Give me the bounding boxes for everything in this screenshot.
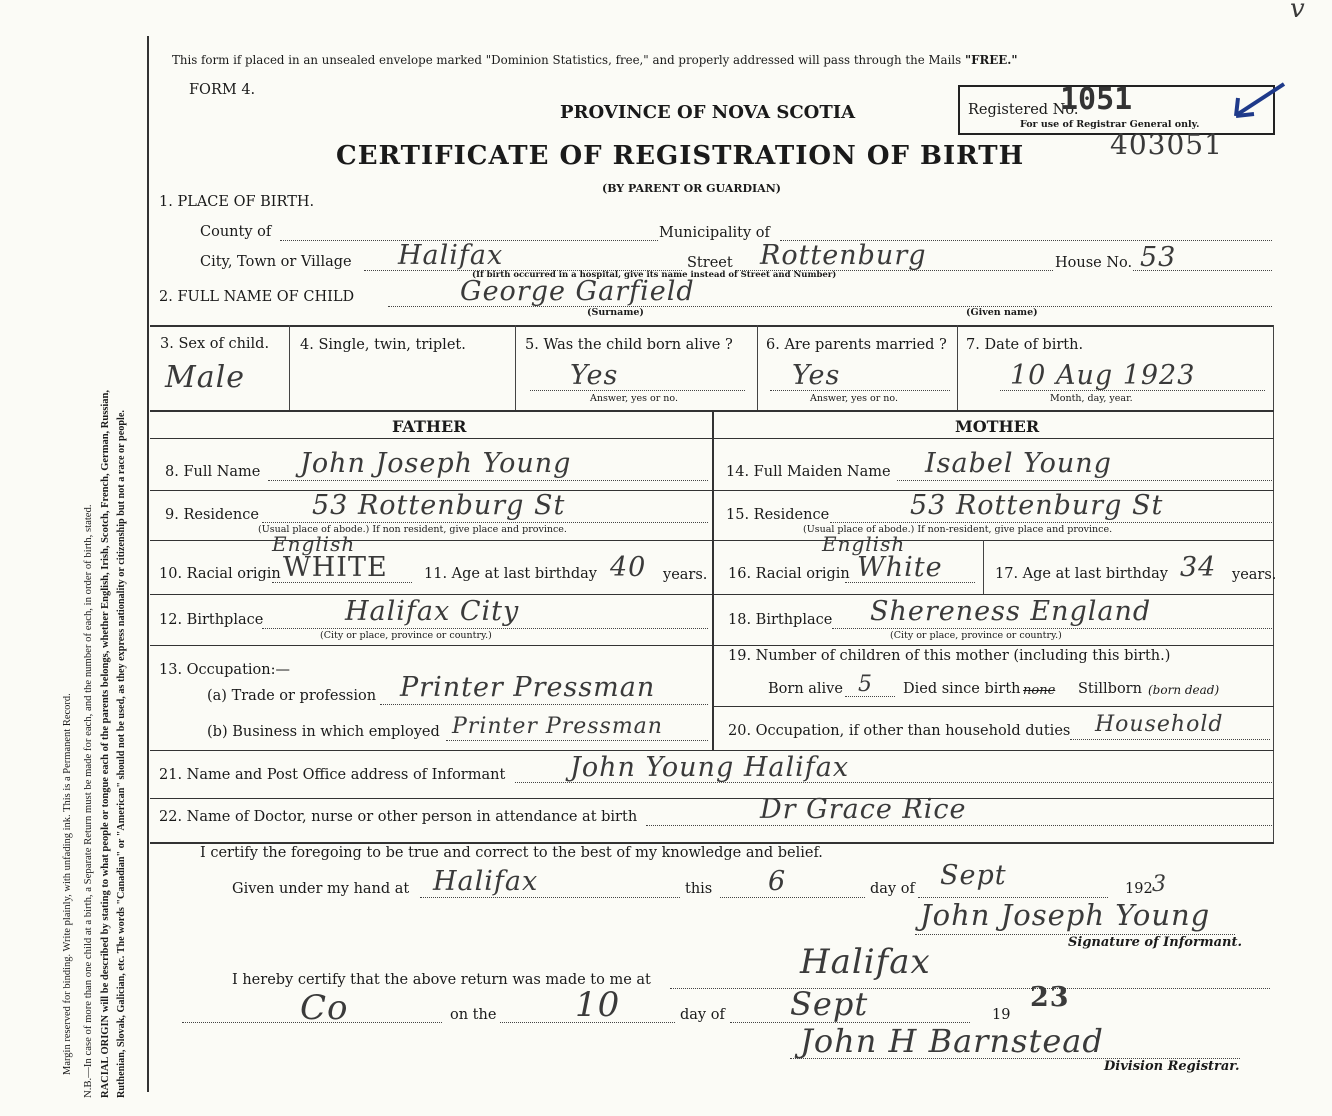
box-divider-6-7	[957, 325, 958, 410]
box-top-line	[150, 325, 1274, 327]
row-line-10	[150, 594, 1274, 595]
page-subtitle: (BY PARENT OR GUARDIAN)	[602, 182, 781, 195]
given-day-value: 6	[768, 866, 787, 897]
mother-age-value: 34	[1180, 552, 1217, 583]
registrar-statement: I hereby certify that the above return was made to me at	[232, 972, 651, 988]
street-value: Rottenburg	[760, 240, 927, 271]
file-number: 403051	[1110, 128, 1223, 161]
father-birthplace-line	[262, 628, 708, 629]
informant-value: John Young Halifax	[570, 752, 850, 783]
given-year-value: 3	[1152, 872, 1167, 897]
registrar-day-value: 10	[575, 985, 621, 1025]
registrar-place-value: Halifax	[800, 942, 931, 982]
informant-label: 21. Name and Post Office address of Informant	[159, 767, 506, 783]
box-bottom-line	[150, 842, 1274, 844]
city-value: Halifax	[398, 240, 504, 271]
father-years-label: years.	[663, 567, 708, 583]
father-business-value: Printer Pressman	[452, 714, 663, 739]
margin-note-4: Ruthenian, Slovak, Galician, etc. The words "Canadian" or "American" should not be used, as they express nationality or citizenship but not a race or people.	[116, 410, 127, 1098]
father-birthplace-value: Halifax City	[345, 596, 520, 627]
mother-name-line	[897, 480, 1272, 481]
margin-note-2: N.B.—In case of more than one child at a birth, a Separate Return must be made for each, and the number of each, in order of birth, stated.	[82, 504, 94, 1098]
father-occupation-label: 13. Occupation:—	[159, 662, 290, 678]
father-age-value: 40	[610, 552, 647, 583]
date-of-birth-label: 7. Date of birth.	[966, 337, 1084, 353]
mother-residence-label: 15. Residence	[726, 507, 830, 523]
father-racial-value: WHITE	[283, 552, 388, 583]
mother-occupation-line	[1070, 739, 1270, 740]
given-place-value: Halifax	[433, 866, 539, 897]
parents-married-note: Answer, yes or no.	[810, 393, 899, 404]
mother-racial-label: 16. Racial origin	[728, 566, 850, 582]
mail-note: This form if placed in an unsealed envelope marked "Dominion Statistics, free," and properly addressed will pass through the Mails "FREE."	[172, 53, 1018, 67]
date-of-birth-note: Month, day, year.	[1050, 393, 1133, 404]
father-birthplace-note: (City or place, province or country.)	[320, 630, 492, 641]
father-trade-line	[380, 704, 708, 705]
date-of-birth-line	[1000, 390, 1265, 391]
box-right-line	[1273, 325, 1274, 843]
mother-heading: MOTHER	[955, 417, 1040, 436]
mother-name-value: Isabel Young	[925, 448, 1112, 479]
left-border-line	[147, 36, 149, 1092]
stillborn-note: (born dead)	[1148, 683, 1220, 697]
parents-married-value: Yes	[792, 360, 841, 391]
house-value: 53	[1140, 242, 1177, 273]
doctor-label: 22. Name of Doctor, nurse or other person in attendance at birth	[159, 809, 638, 825]
house-label: House No.	[1055, 255, 1133, 271]
row-line-19	[712, 706, 1274, 707]
registrar-year-prefix: 19	[992, 1007, 1011, 1023]
father-racial-line	[272, 582, 412, 583]
surname-note: (Surname)	[587, 307, 644, 318]
registered-label: Registered No.	[968, 102, 1079, 118]
mother-years-label: years.	[1232, 567, 1277, 583]
certify-statement: I certify the foregoing to be true and correct to the best of my knowledge and belief.	[200, 845, 823, 861]
heading-underline	[150, 438, 1274, 439]
born-alive-note: Answer, yes or no.	[590, 393, 679, 404]
mother-racial-over: English	[822, 532, 906, 556]
father-business-label: (b) Business in which employed	[207, 724, 440, 740]
mother-racial-value: White	[857, 552, 943, 583]
mother-racial-divider	[983, 540, 984, 594]
mother-birthplace-label: 18. Birthplace	[728, 612, 833, 628]
corner-check-mark: v	[1290, 0, 1306, 24]
given-day-of-label: day of	[870, 881, 915, 897]
given-name-note: (Given name)	[966, 307, 1038, 318]
informant-signature-label: Signature of Informant.	[1068, 935, 1242, 950]
child-name-value: George Garfield	[460, 276, 695, 307]
county-label: County of	[200, 224, 272, 240]
parents-divider	[712, 410, 714, 750]
single-twin-label: 4. Single, twin, triplet.	[300, 337, 466, 353]
city-label: City, Town or Village	[200, 254, 352, 270]
given-place-line	[420, 897, 680, 898]
mother-age-label: 17. Age at last birthday	[995, 566, 1168, 582]
father-residence-value: 53 Rottenburg St	[312, 490, 566, 521]
father-age-label: 11. Age at last birthday	[424, 566, 597, 582]
child-name-label: 2. FULL NAME OF CHILD	[159, 289, 355, 305]
mother-birthplace-line	[832, 628, 1272, 629]
born-alive-count-value: 5	[858, 672, 873, 697]
mother-residence-line	[830, 522, 1272, 523]
given-day-line	[720, 897, 865, 898]
doctor-line	[646, 825, 1272, 826]
sex-label: 3. Sex of child.	[160, 336, 270, 352]
stillborn-label: Stillborn	[1078, 681, 1142, 697]
mother-occupation-label: 20. Occupation, if other than household duties	[728, 723, 1071, 739]
born-alive-label: 5. Was the child born alive ?	[525, 337, 733, 353]
registrar-signature: John H Barnstead	[800, 1022, 1104, 1060]
born-alive-value: Yes	[570, 360, 619, 391]
doctor-value: Dr Grace Rice	[760, 794, 967, 825]
father-racial-label: 10. Racial origin	[159, 566, 281, 582]
box-divider-4-5	[515, 325, 516, 410]
father-business-line	[446, 740, 708, 741]
date-of-birth-value: 10 Aug 1923	[1010, 360, 1196, 391]
margin-note-1: Margin reserved for binding. Write plainly, with unfading ink. This is a Permanent Record.	[62, 693, 73, 1075]
this-label: this	[685, 881, 713, 897]
mother-racial-line	[845, 582, 975, 583]
street-label: Street	[687, 255, 733, 271]
father-name-line	[268, 480, 708, 481]
registrar-day-of-label: day of	[680, 1007, 725, 1023]
mother-residence-value: 53 Rottenburg St	[910, 490, 1164, 521]
box-divider-3-4	[289, 325, 290, 410]
died-since-birth-value: none	[1023, 683, 1056, 698]
father-residence-note: (Usual place of abode.) If non resident, give place and province.	[258, 524, 567, 535]
row-line-21	[150, 798, 1274, 799]
parents-married-label: 6. Are parents married ?	[766, 337, 947, 353]
hospital-note: (If birth occurred in a hospital, give its name instead of Street and Number)	[472, 270, 837, 280]
municipality-label: Municipality of	[659, 225, 770, 241]
box-divider-5-6	[757, 325, 758, 410]
margin-note-3: RACIAL ORIGIN will be described by stating to what people or tongue each of the parents belongs, whether English, Irish, Scotch, French, German, Russian,	[100, 389, 111, 1098]
registrar-year-value: 23	[1030, 982, 1070, 1013]
province-heading: PROVINCE OF NOVA SCOTIA	[560, 102, 856, 123]
father-residence-line	[262, 522, 708, 523]
form-number: FORM 4.	[189, 82, 256, 98]
mother-residence-note: (Usual place of abode.) If non-resident, give place and province.	[803, 524, 1113, 535]
registrar-place-line	[670, 988, 1270, 989]
row-line-12	[150, 645, 1274, 646]
registrar-month-value: Sept	[790, 985, 869, 1023]
born-alive-count-label: Born alive	[768, 681, 843, 697]
registrar-on-the-label: on the	[450, 1007, 497, 1023]
place-heading: 1. PLACE OF BIRTH.	[159, 194, 315, 210]
father-name-label: 8. Full Name	[165, 464, 261, 480]
arrow-mark-icon	[1228, 78, 1288, 122]
row-line-13	[150, 750, 1274, 751]
father-residence-label: 9. Residence	[165, 507, 259, 523]
sex-value: Male	[165, 360, 245, 395]
page-title: CERTIFICATE OF REGISTRATION OF BIRTH	[336, 141, 1025, 171]
registrar-use-note: For use of Registrar General only.	[1020, 119, 1200, 130]
registrar-place-value-2: Co	[300, 988, 349, 1028]
born-alive-line	[530, 390, 745, 391]
died-since-birth-label: Died since birth	[903, 681, 1021, 697]
given-month-value: Sept	[940, 860, 1007, 891]
informant-signature: John Joseph Young	[920, 898, 1211, 932]
mother-occupation-value: Household	[1095, 712, 1224, 737]
father-name-value: John Joseph Young	[300, 448, 572, 479]
registrar-title: Division Registrar.	[1104, 1059, 1240, 1074]
mother-birthplace-value: Shereness England	[870, 596, 1152, 627]
given-under-hand-label: Given under my hand at	[232, 881, 410, 897]
mother-name-label: 14. Full Maiden Name	[726, 464, 891, 480]
father-heading: FATHER	[392, 417, 467, 436]
given-year-prefix: 192	[1125, 881, 1153, 897]
parents-married-line	[770, 390, 950, 391]
mother-birthplace-note: (City or place, province or country.)	[890, 630, 1062, 641]
father-birthplace-label: 12. Birthplace	[159, 612, 264, 628]
father-trade-label: (a) Trade or profession	[207, 688, 377, 704]
registrar-place-line-2	[182, 1022, 442, 1023]
father-racial-over: English	[272, 532, 356, 556]
father-trade-value: Printer Pressman	[400, 672, 656, 703]
mother-children-label: 19. Number of children of this mother (including this birth.)	[728, 648, 1171, 664]
registered-number: 1051	[1060, 82, 1133, 117]
